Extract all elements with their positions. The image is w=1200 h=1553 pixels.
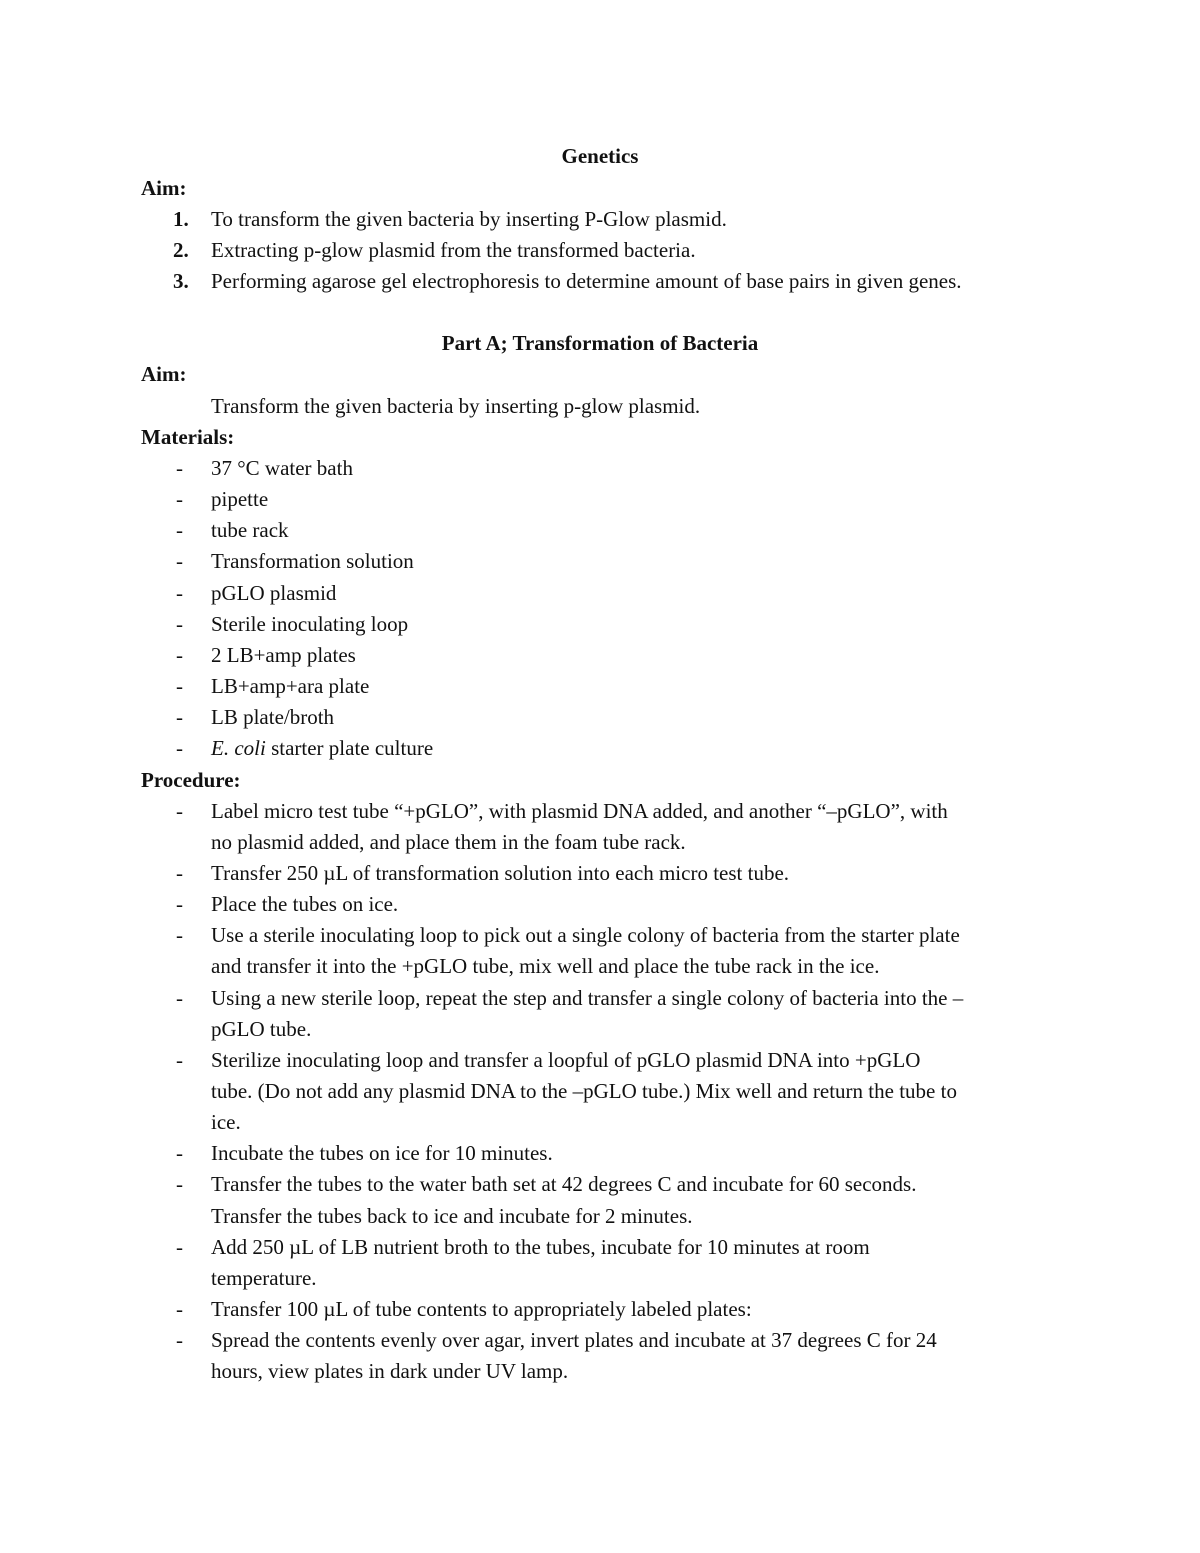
- procedure-step-line: Incubate the tubes on ice for 10 minutes.: [211, 1141, 553, 1166]
- material-item: LB+amp+ara plate: [211, 674, 370, 699]
- material-item: Transformation solution: [211, 549, 414, 574]
- material-item-text: starter plate culture: [265, 736, 434, 761]
- materials-label: Materials:: [141, 425, 235, 449]
- list-bullet: -: [176, 580, 183, 605]
- list-bullet: -: [176, 642, 183, 667]
- procedure-step-line: hours, view plates in dark under UV lamp.: [211, 1359, 569, 1384]
- list-bullet: -: [176, 1141, 183, 1166]
- procedure-step-line: and transfer it into the +pGLO tube, mix well and place the tube rack in the ice.: [211, 954, 880, 979]
- list-bullet: -: [176, 892, 183, 917]
- species-name: E. coli: [211, 736, 266, 761]
- procedure-step-line: Transfer the tubes back to ice and incubate for 2 minutes.: [211, 1203, 693, 1228]
- procedure-step-line: no plasmid added, and place them in the foam tube rack.: [211, 829, 686, 854]
- list-bullet: -: [176, 1234, 183, 1259]
- procedure-step-line: Label micro test tube “+pGLO”, with plasmid DNA added, and another “–pGLO”, with: [211, 798, 948, 823]
- part-a-aim-text: Transform the given bacteria by inserting p-glow plasmid.: [211, 394, 701, 418]
- list-bullet: -: [176, 1328, 183, 1353]
- list-bullet: -: [176, 518, 183, 543]
- procedure-step-line: Transfer 100 µL of tube contents to appropriately labeled plates:: [211, 1297, 752, 1322]
- list-bullet: -: [176, 611, 183, 636]
- procedure-step-line: Sterilize inoculating loop and transfer a loopful of pGLO plasmid DNA into +pGLO: [211, 1047, 921, 1072]
- procedure-step-line: pGLO tube.: [211, 1016, 312, 1041]
- list-bullet: -: [176, 549, 183, 574]
- list-bullet: -: [176, 705, 183, 730]
- procedure-step-line: Use a sterile inoculating loop to pick out a single colony of bacteria from the starter plate: [211, 923, 960, 948]
- part-a-heading: Part A; Transformation of Bacteria: [441, 331, 759, 355]
- list-bullet: -: [176, 860, 183, 885]
- aim-item: Extracting p-glow plasmid from the transformed bacteria.: [211, 238, 696, 262]
- list-bullet: -: [176, 736, 183, 761]
- list-bullet: -: [176, 798, 183, 823]
- part-a-aim-label: Aim:: [141, 362, 187, 386]
- procedure-step-line: ice.: [211, 1110, 241, 1135]
- procedure-step-line: Add 250 µL of LB nutrient broth to the tubes, incubate for 10 minutes at room: [211, 1234, 870, 1259]
- list-bullet: -: [176, 1047, 183, 1072]
- procedure-step-line: Place the tubes on ice.: [211, 892, 399, 917]
- document-title: Genetics: [561, 144, 639, 168]
- list-bullet: -: [176, 456, 183, 480]
- aim-number: 1.: [173, 207, 189, 231]
- list-bullet: -: [176, 487, 183, 512]
- procedure-step-line: Transfer 250 µL of transformation solution into each micro test tube.: [211, 860, 790, 885]
- procedure-step-line: Using a new sterile loop, repeat the step and transfer a single colony of bacteria into the –: [211, 985, 964, 1010]
- material-item: LB plate/broth: [211, 705, 335, 730]
- material-item: [211, 735, 433, 761]
- list-bullet: -: [176, 674, 183, 699]
- material-item: pGLO plasmid: [211, 580, 337, 605]
- material-item: Sterile inoculating loop: [211, 611, 409, 636]
- aim-item: Performing agarose gel electrophoresis to determine amount of base pairs in given genes.: [211, 269, 962, 293]
- list-bullet: -: [176, 1297, 183, 1322]
- procedure-step-line: Spread the contents evenly over agar, invert plates and incubate at 37 degrees C for 24: [211, 1328, 937, 1353]
- aim-number: 3.: [173, 269, 189, 293]
- material-item: 2 LB+amp plates: [211, 642, 356, 667]
- material-item: tube rack: [211, 518, 289, 543]
- procedure-step-line: tube. (Do not add any plasmid DNA to the –pGLO tube.) Mix well and return the tube to: [211, 1079, 957, 1103]
- material-item: 37 °C water bath: [211, 456, 353, 480]
- aim-item: To transform the given bacteria by inserting P-Glow plasmid.: [211, 207, 727, 231]
- list-bullet: -: [176, 1172, 183, 1197]
- procedure-label: Procedure:: [141, 767, 241, 792]
- aim-number: 2.: [173, 238, 189, 262]
- procedure-step-line: temperature.: [211, 1265, 317, 1290]
- aim-label: Aim:: [141, 176, 187, 200]
- procedure-step-line: Transfer the tubes to the water bath set at 42 degrees C and incubate for 60 seconds.: [211, 1172, 917, 1197]
- list-bullet: -: [176, 923, 183, 948]
- material-item: pipette: [211, 487, 269, 512]
- list-bullet: -: [176, 985, 183, 1010]
